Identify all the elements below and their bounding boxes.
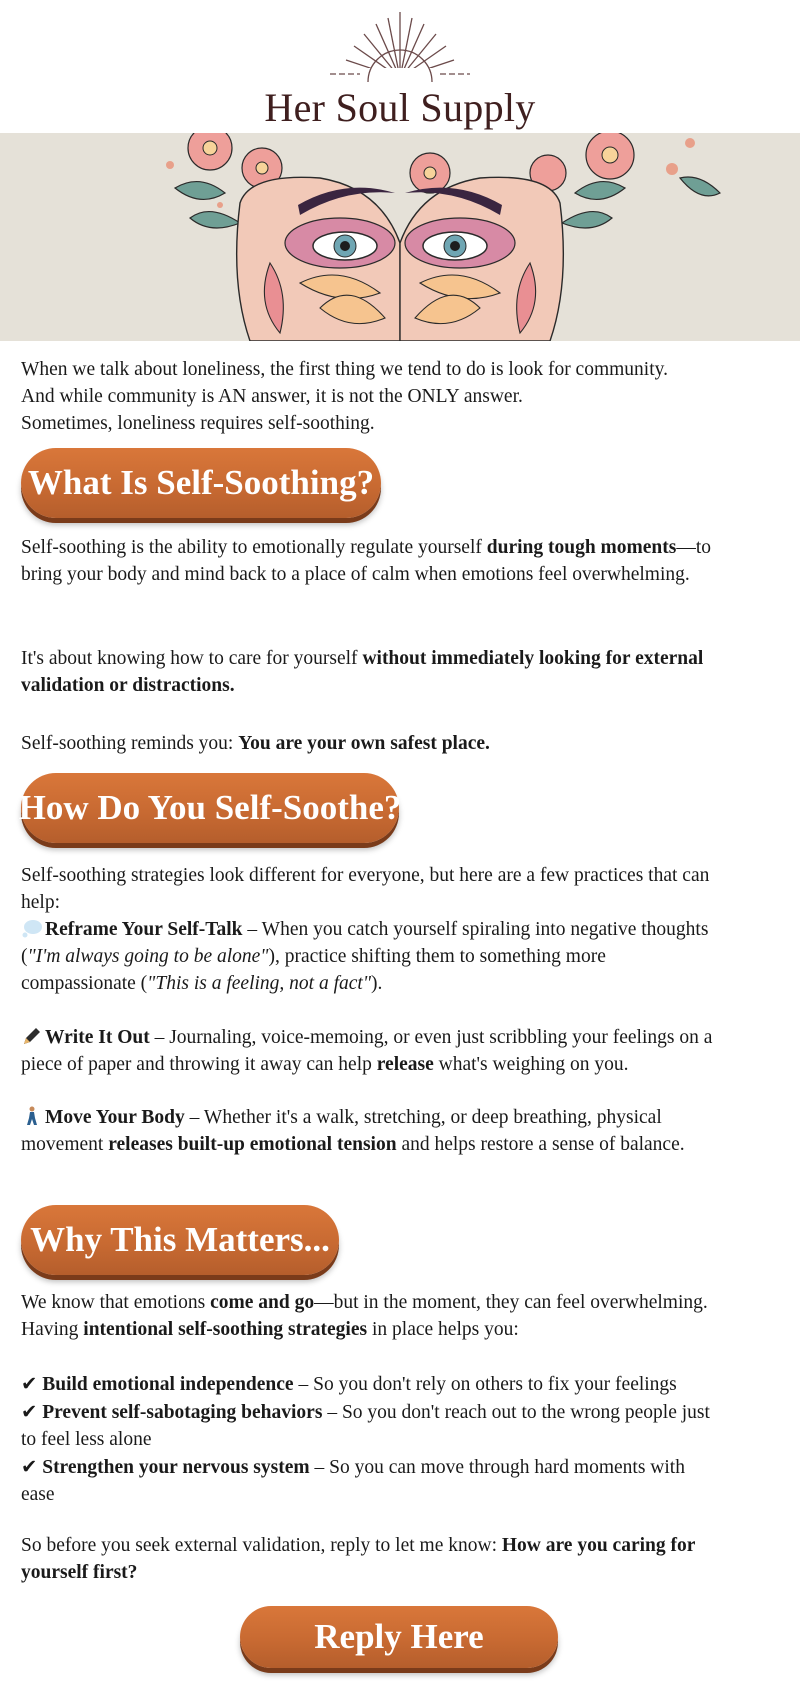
reply-here-button[interactable]: Reply Here xyxy=(240,1606,558,1668)
section2-intro xyxy=(21,862,721,916)
text-span: and helps restore a sense of balance. xyxy=(396,1134,685,1155)
text-span: So before you seek external validation, reply to let me know: xyxy=(21,1535,502,1556)
bold-span: How are you caring for yourself first? xyxy=(21,1535,696,1583)
strategy-item-move xyxy=(21,1104,721,1158)
intro-line-2: And while community is AN answer, it is not the ONLY answer. xyxy=(21,386,523,407)
text-span: – When you catch yourself spiraling into negative thoughts ( xyxy=(21,919,709,967)
text-span: – So you don't reach out to the wrong people just to feel less alone xyxy=(21,1402,710,1450)
bold-span: during tough moments xyxy=(486,537,677,558)
strategy-title: Move Your Body xyxy=(45,1107,185,1128)
text-span: Self-soothing is the ability to emotionally regulate yourself xyxy=(21,537,487,558)
bold-span: releases built-up emotional tension xyxy=(108,1134,397,1155)
text-span: ), practice shifting them to something more compassionate ( xyxy=(21,946,606,994)
text-span: – Whether it's a walk, stretching, or deep breathing, physical movement xyxy=(21,1107,662,1155)
thought-bubble-icon xyxy=(21,918,43,938)
section1-paragraph-2 xyxy=(21,645,721,699)
section-heading-what-is-self-soothing: What Is Self-Soothing? xyxy=(21,448,381,518)
benefits-list xyxy=(21,1370,721,1508)
quote-span: "I'm always going to be alone" xyxy=(27,946,269,967)
brand-name: Her Soul Supply xyxy=(264,85,536,130)
closing-question xyxy=(21,1532,721,1586)
text-span: – Journaling, voice-memoing, or even just scribbling your feelings on a piece of paper and throwing it away can help xyxy=(21,1027,713,1075)
text-span: what's weighing on you. xyxy=(433,1054,629,1075)
brand-logo xyxy=(0,0,800,133)
bold-span: intentional self-soothing strategies xyxy=(83,1319,368,1340)
text-span: —but in the moment, they can feel overwhelming. Having xyxy=(21,1292,708,1340)
text-span: We know that emotions xyxy=(21,1292,211,1313)
text-span: —to bring your body and mind back to a place of calm when emotions feel overwhelming. xyxy=(21,537,712,585)
section1-paragraph-1 xyxy=(21,534,721,588)
bold-span: without immediately looking for external validation or distractions. xyxy=(21,648,704,696)
check-icon: ✔ xyxy=(21,1455,38,1478)
hero-illustration xyxy=(0,133,800,341)
benefit-title: Build emotional independence xyxy=(42,1374,294,1395)
strategy-item-reframe xyxy=(21,916,721,997)
sunburst-icon xyxy=(320,10,480,88)
strategy-title: Reframe Your Self-Talk xyxy=(45,919,243,940)
text-span: – So you don't rely on others to fix your feelings xyxy=(293,1374,677,1395)
strategy-title: Write It Out xyxy=(45,1027,150,1048)
intro-line-1: When we talk about loneliness, the first thing we tend to do is look for community. xyxy=(21,359,668,380)
bold-span: release xyxy=(376,1054,434,1075)
check-icon: ✔ xyxy=(21,1372,38,1395)
intro-paragraph xyxy=(21,356,721,437)
section1-paragraph-3 xyxy=(21,730,721,757)
text-span: It's about knowing how to care for yourself xyxy=(21,648,363,669)
section-heading-why-this-matters: Why This Matters... xyxy=(21,1205,339,1275)
benefit-title: Strengthen your nervous system xyxy=(42,1457,310,1478)
intro-line-3: Sometimes, loneliness requires self-soothing. xyxy=(21,413,375,434)
check-icon: ✔ xyxy=(21,1400,38,1423)
bold-span: You are your own safest place. xyxy=(238,733,490,754)
quote-span: "This is a feeling, not a fact" xyxy=(147,973,372,994)
text-span: Self-soothing strategies look different for everyone, but here are a few practices that can help: xyxy=(21,865,710,913)
section-heading-how-do-you-self-soothe: How Do You Self-Soothe? xyxy=(21,773,399,843)
bold-span: come and go xyxy=(210,1292,315,1313)
text-span: in place helps you: xyxy=(367,1319,519,1340)
walking-person-icon xyxy=(21,1106,43,1126)
text-span: ). xyxy=(371,973,383,994)
section3-paragraph-1 xyxy=(21,1289,721,1343)
pen-icon xyxy=(21,1026,43,1046)
text-span: – So you can move through hard moments with ease xyxy=(21,1457,685,1505)
strategy-item-write xyxy=(21,1024,721,1078)
benefit-title: Prevent self-sabotaging behaviors xyxy=(42,1402,323,1423)
text-span: Self-soothing reminds you: xyxy=(21,733,239,754)
